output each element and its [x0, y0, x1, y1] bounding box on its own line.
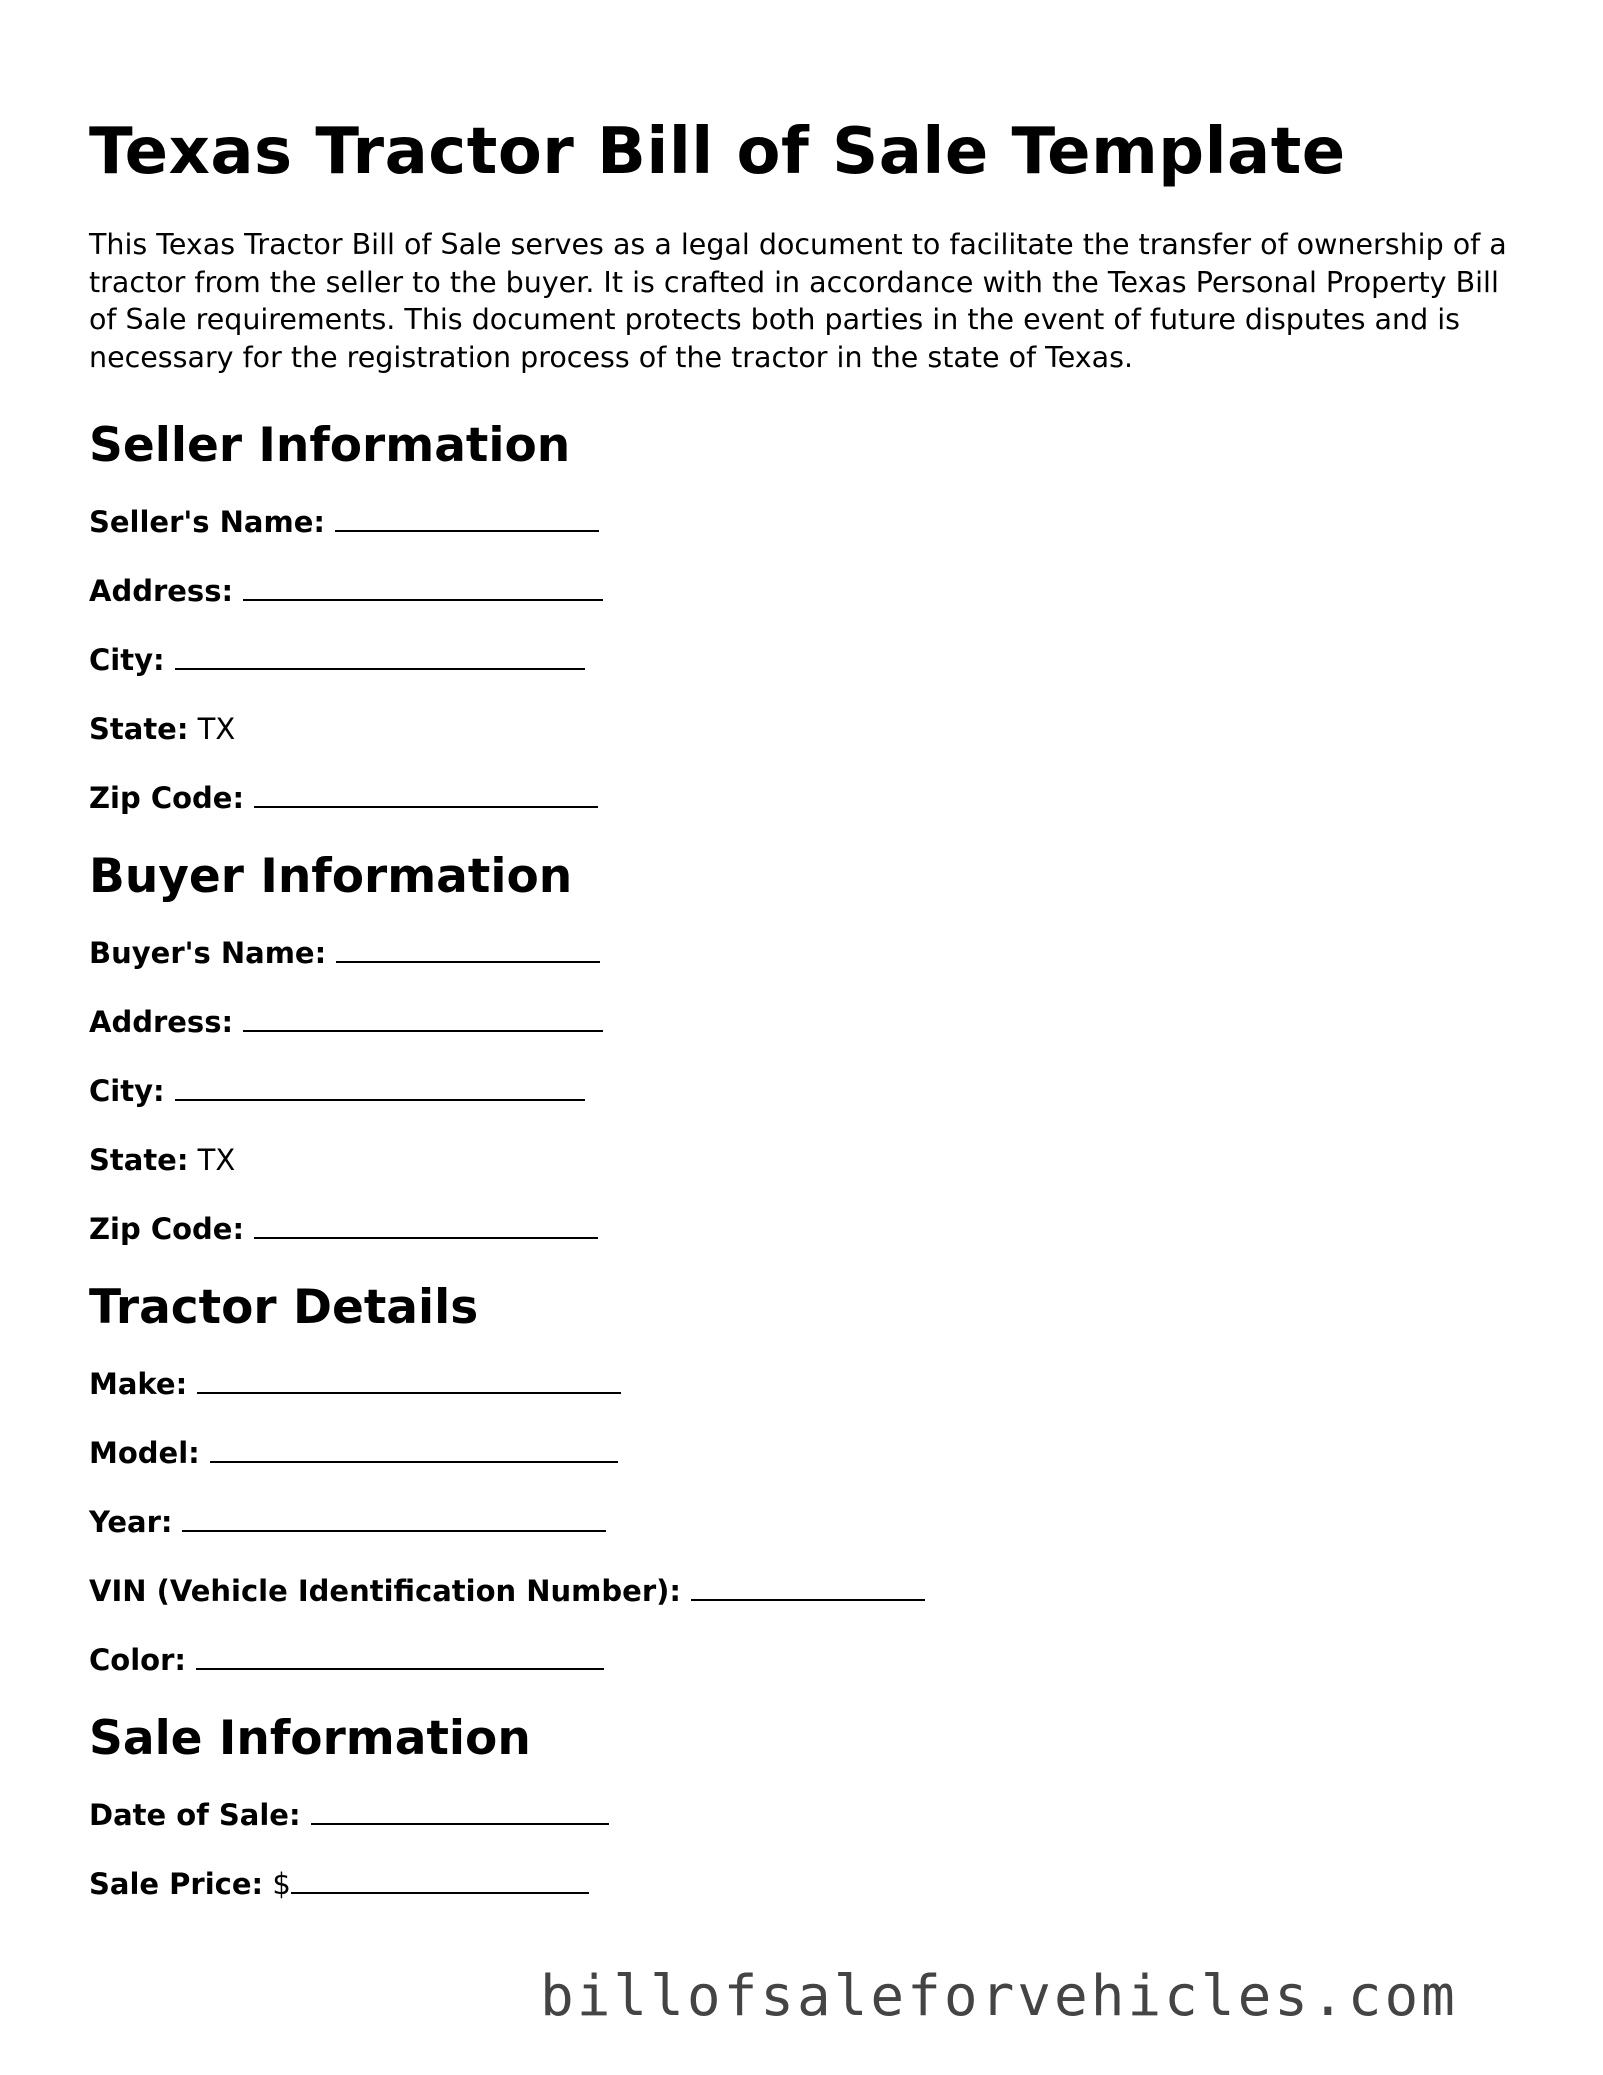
tractor-year-blank[interactable] — [182, 1506, 606, 1532]
tractor-make-field — [89, 1364, 1509, 1404]
buyer-address-blank[interactable] — [243, 1006, 603, 1032]
sale-section — [89, 1709, 1509, 1904]
buyer-address-label: Address: — [89, 1005, 234, 1039]
seller-address-field — [89, 571, 1509, 611]
buyer-zip-label: Zip Code: — [89, 1212, 245, 1246]
buyer-name-field — [89, 933, 1509, 973]
buyer-city-label: City: — [89, 1074, 165, 1108]
seller-city-blank[interactable] — [175, 644, 585, 670]
document-page — [89, 112, 1509, 1933]
buyer-zip-blank[interactable] — [254, 1213, 598, 1239]
buyer-name-blank[interactable] — [336, 937, 600, 963]
seller-state-field — [89, 709, 1509, 749]
buyer-state-field — [89, 1140, 1509, 1180]
seller-state-label: State: — [89, 712, 189, 746]
seller-name-blank[interactable] — [335, 506, 599, 532]
buyer-heading: Buyer Information — [89, 849, 573, 904]
buyer-state-value: TX — [197, 1143, 236, 1177]
tractor-heading: Tractor Details — [89, 1280, 479, 1335]
tractor-model-label: Model: — [89, 1436, 200, 1470]
buyer-city-field — [89, 1071, 1509, 1111]
seller-name-label: Seller's Name: — [89, 505, 325, 539]
sale-heading: Sale Information — [89, 1711, 531, 1766]
tractor-color-blank[interactable] — [196, 1644, 604, 1670]
seller-zip-field — [89, 778, 1509, 818]
sale-date-label: Date of Sale: — [89, 1798, 301, 1832]
sale-date-field — [89, 1795, 1509, 1835]
seller-section — [89, 416, 1509, 818]
buyer-zip-field — [89, 1209, 1509, 1249]
seller-state-value: TX — [197, 712, 236, 746]
seller-address-blank[interactable] — [243, 575, 603, 601]
sale-date-blank[interactable] — [311, 1799, 609, 1825]
intro-paragraph: This Texas Tractor Bill of Sale serves as a legal document to facilitate the transfer of ownership of a tractor from the seller to the buyer. It is crafted in accordance with the Texas Personal Property Bill of Sale requirements. This document protects both parties in the event of future disputes and is necessary for the registration process of the tractor in the state of Texas. — [89, 228, 1507, 374]
seller-city-label: City: — [89, 643, 165, 677]
tractor-vin-field — [89, 1571, 1509, 1611]
buyer-city-blank[interactable] — [175, 1075, 585, 1101]
tractor-model-field — [89, 1433, 1509, 1473]
tractor-year-label: Year: — [89, 1505, 173, 1539]
seller-name-field — [89, 502, 1509, 542]
tractor-make-blank[interactable] — [197, 1368, 621, 1394]
buyer-address-field — [89, 1002, 1509, 1042]
tractor-section — [89, 1278, 1509, 1680]
buyer-state-label: State: — [89, 1143, 189, 1177]
seller-zip-label: Zip Code: — [89, 781, 245, 815]
tractor-make-label: Make: — [89, 1367, 188, 1401]
site-watermark: billofsaleforvehicles.com — [540, 1964, 1458, 2029]
sale-price-label: Sale Price: — [89, 1867, 264, 1901]
sale-price-prefix: $ — [272, 1867, 291, 1901]
sale-price-field — [89, 1864, 1509, 1904]
tractor-color-field — [89, 1640, 1509, 1680]
buyer-section — [89, 847, 1509, 1249]
tractor-year-field — [89, 1502, 1509, 1542]
sale-price-blank[interactable] — [291, 1868, 589, 1894]
buyer-name-label: Buyer's Name: — [89, 936, 327, 970]
tractor-vin-blank[interactable] — [691, 1575, 925, 1601]
document-title: Texas Tractor Bill of Sale Template — [89, 115, 1346, 189]
tractor-model-blank[interactable] — [210, 1437, 618, 1463]
seller-zip-blank[interactable] — [254, 782, 598, 808]
seller-city-field — [89, 640, 1509, 680]
tractor-color-label: Color: — [89, 1643, 186, 1677]
seller-address-label: Address: — [89, 574, 234, 608]
tractor-vin-label: VIN (Vehicle Identification Number): — [89, 1574, 681, 1608]
seller-heading: Seller Information — [89, 418, 571, 473]
